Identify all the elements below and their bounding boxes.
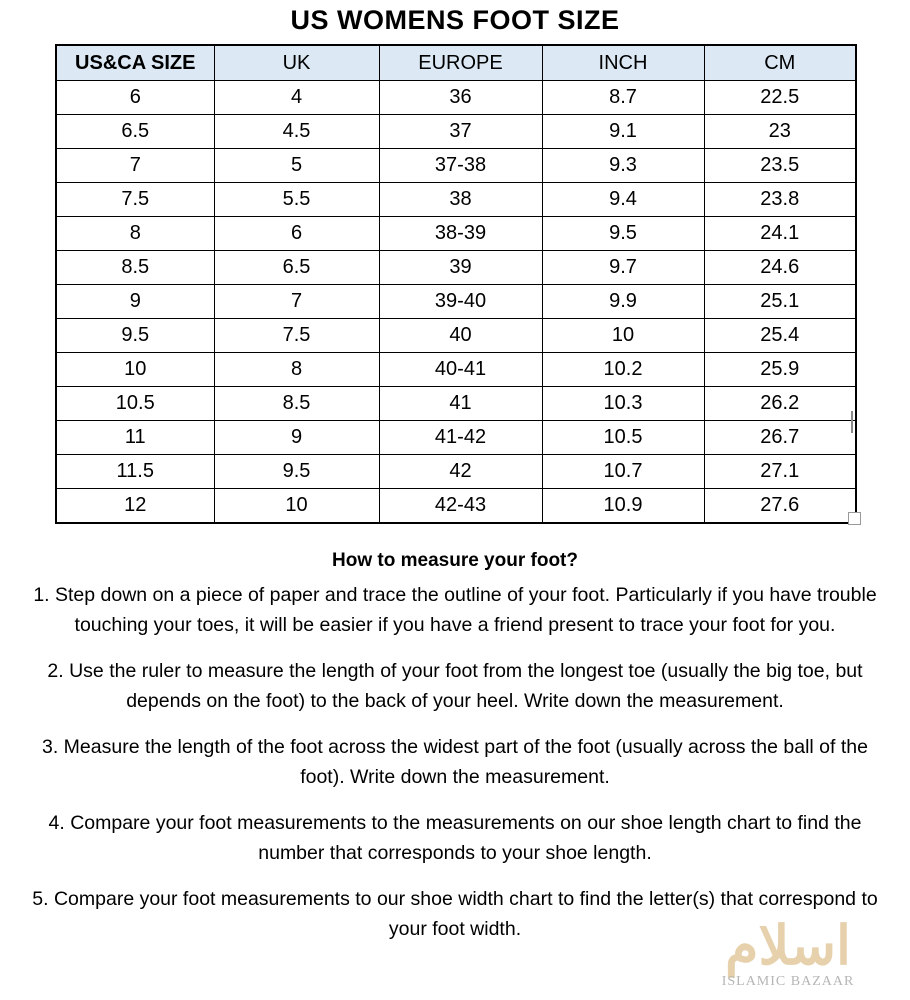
list-item: 4. Compare your foot measurements to the measurements on our shoe length chart to find the number that corresponds to your shoe length.: [48, 812, 862, 864]
table-row: [56, 489, 856, 524]
column-header-europe: EUROPE: [379, 45, 542, 81]
page-title: US WOMENS FOOT SIZE: [290, 5, 620, 35]
cell-europe: 39-40: [379, 285, 542, 319]
cell-inch: 10.2: [542, 353, 704, 387]
table-row: [56, 421, 856, 455]
cell-us: 9: [56, 285, 214, 319]
cell-uk: 5: [214, 149, 379, 183]
cell-us: 10: [56, 353, 214, 387]
cell-cm: 26.2: [704, 387, 856, 421]
cell-us: 10.5: [56, 387, 214, 421]
cell-cm: 27.1: [704, 455, 856, 489]
cell-cm: 25.1: [704, 285, 856, 319]
cell-uk: 8: [214, 353, 379, 387]
cell-inch: 10.5: [542, 421, 704, 455]
table-row: [56, 115, 856, 149]
cell-inch: 9.9: [542, 285, 704, 319]
cell-uk: 6.5: [214, 251, 379, 285]
howto-heading: How to measure your foot?: [332, 550, 578, 571]
cell-cm: 22.5: [704, 81, 856, 115]
cell-uk: 4.5: [214, 115, 379, 149]
scan-artifact-line: [851, 411, 853, 433]
cell-us: 7.5: [56, 183, 214, 217]
cell-europe: 36: [379, 81, 542, 115]
cell-uk: 5.5: [214, 183, 379, 217]
table-header: [56, 45, 856, 81]
cell-us: 12: [56, 489, 214, 524]
cell-us: 6.5: [56, 115, 214, 149]
cell-europe: 40-41: [379, 353, 542, 387]
table-row: [56, 285, 856, 319]
cell-cm: 24.1: [704, 217, 856, 251]
cell-us: 11.5: [56, 455, 214, 489]
table-row: [56, 387, 856, 421]
cell-us: 9.5: [56, 319, 214, 353]
cell-europe: 37: [379, 115, 542, 149]
cell-uk: 8.5: [214, 387, 379, 421]
table-row: [56, 183, 856, 217]
cell-inch: 9.3: [542, 149, 704, 183]
cell-uk: 6: [214, 217, 379, 251]
cell-cm: 25.9: [704, 353, 856, 387]
cell-europe: 40: [379, 319, 542, 353]
cell-us: 8: [56, 217, 214, 251]
cell-inch: 9.7: [542, 251, 704, 285]
watermark-logo-icon: اسلام: [725, 913, 851, 977]
table-row: [56, 217, 856, 251]
cell-inch: 10: [542, 319, 704, 353]
cell-cm: 27.6: [704, 489, 856, 524]
cell-inch: 10.7: [542, 455, 704, 489]
cell-europe: 38: [379, 183, 542, 217]
cell-europe: 39: [379, 251, 542, 285]
cell-inch: 8.7: [542, 81, 704, 115]
cell-cm: 23: [704, 115, 856, 149]
cell-europe: 42: [379, 455, 542, 489]
table-row: [56, 455, 856, 489]
cell-us: 11: [56, 421, 214, 455]
cell-inch: 10.3: [542, 387, 704, 421]
table-row: [56, 319, 856, 353]
cell-us: 7: [56, 149, 214, 183]
scan-artifact-box: [848, 512, 861, 525]
cell-europe: 41: [379, 387, 542, 421]
cell-cm: 23.8: [704, 183, 856, 217]
table-row: [56, 353, 856, 387]
cell-cm: 24.6: [704, 251, 856, 285]
cell-europe: 37-38: [379, 149, 542, 183]
cell-us: 6: [56, 81, 214, 115]
cell-uk: 7: [214, 285, 379, 319]
watermark-label: ISLAMIC BAZAAR: [721, 974, 855, 989]
cell-inch: 10.9: [542, 489, 704, 524]
table-row: [56, 81, 856, 115]
cell-inch: 9.1: [542, 115, 704, 149]
cell-us: 8.5: [56, 251, 214, 285]
cell-inch: 9.4: [542, 183, 704, 217]
table-header-row: [56, 45, 856, 81]
cell-uk: 9: [214, 421, 379, 455]
cell-cm: 23.5: [704, 149, 856, 183]
list-item: 5. Compare your foot measurements to our shoe width chart to find the letter(s) that correspond to your foot width.: [32, 888, 878, 940]
cell-cm: 25.4: [704, 319, 856, 353]
cell-uk: 4: [214, 81, 379, 115]
list-item: 3. Measure the length of the foot across the widest part of the foot (usually across the ball of the foot). Write down the measurement.: [42, 736, 868, 788]
size-table: [55, 44, 857, 524]
cell-europe: 41-42: [379, 421, 542, 455]
cell-uk: 10: [214, 489, 379, 524]
size-table-container: [0, 44, 910, 524]
list-item: 1. Step down on a piece of paper and trace the outline of your foot. Particularly if you have trouble touching your toes, it will be easier if you have a friend present to trace your foot for you.: [33, 584, 877, 636]
column-header-uk: UK: [214, 45, 379, 81]
list-item: 2. Use the ruler to measure the length of your foot from the longest toe (usually the big toe, but depends on the foot) to the back of your heel. Write down the measurement.: [47, 660, 863, 712]
cell-europe: 38-39: [379, 217, 542, 251]
table-row: [56, 251, 856, 285]
cell-europe: 42-43: [379, 489, 542, 524]
column-header-us-ca: US&CA SIZE: [56, 45, 214, 81]
cell-inch: 9.5: [542, 217, 704, 251]
table-row: [56, 149, 856, 183]
cell-uk: 7.5: [214, 319, 379, 353]
cell-cm: 26.7: [704, 421, 856, 455]
column-header-inch: INCH: [542, 45, 704, 81]
table-body: [56, 81, 856, 524]
column-header-cm: CM: [704, 45, 856, 81]
instructions-list: [0, 580, 910, 944]
cell-uk: 9.5: [214, 455, 379, 489]
